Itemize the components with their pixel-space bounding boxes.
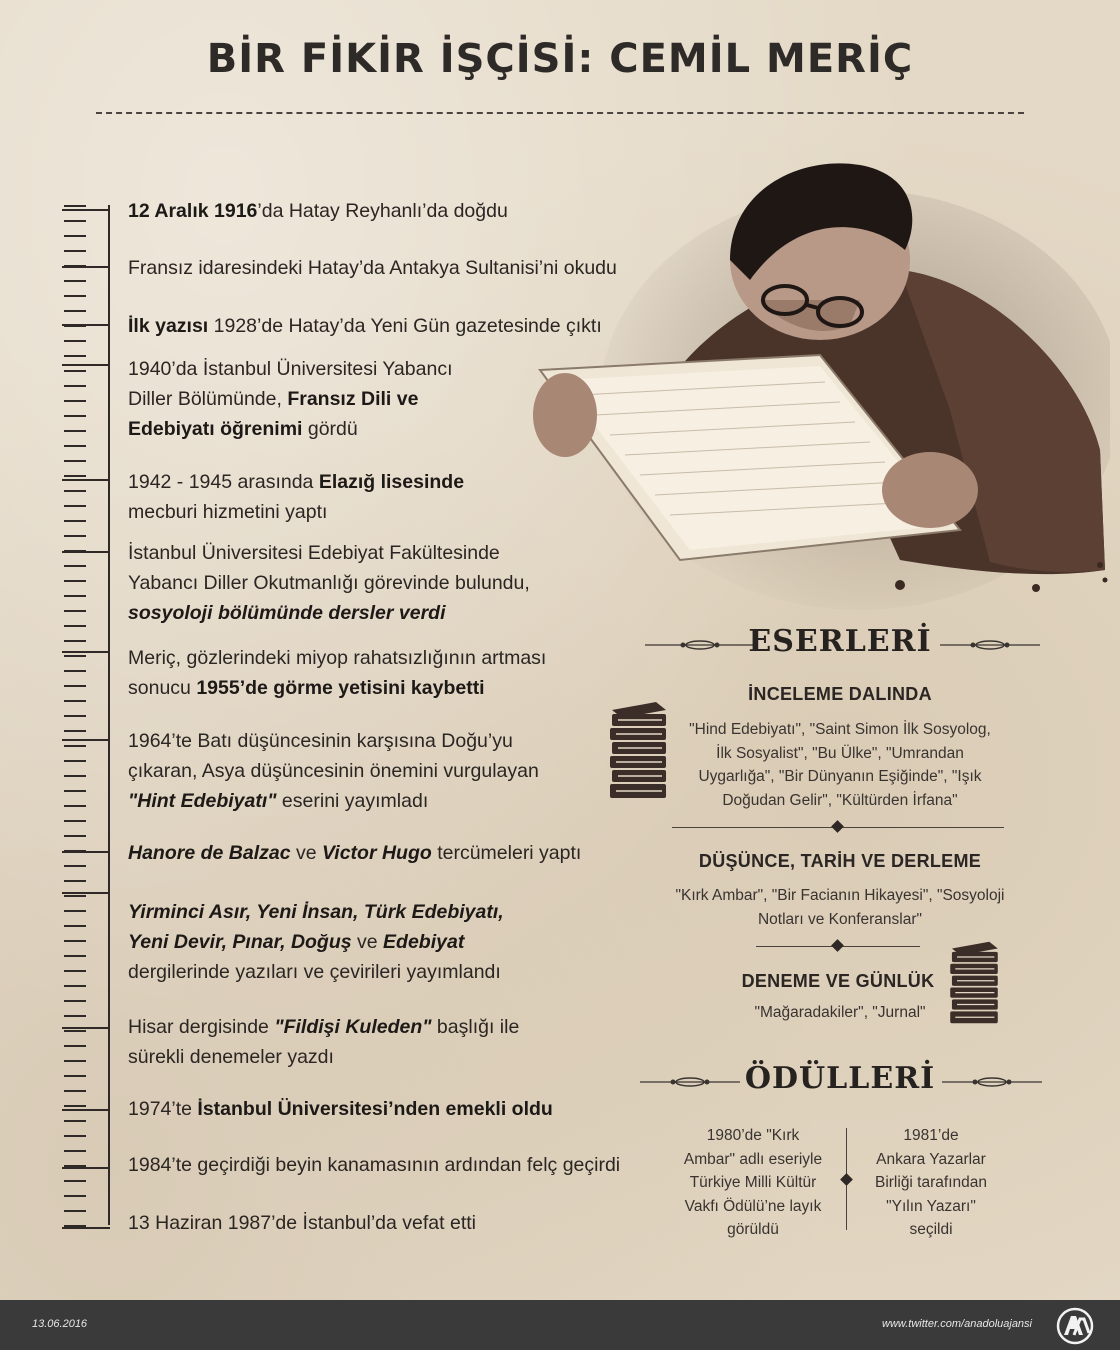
timeline-entry-10 (128, 897, 548, 987)
ruler-major-tick (62, 1167, 110, 1169)
timeline-entry-7 (128, 643, 568, 703)
ruler-major-tick (62, 551, 110, 553)
ruler-tick (64, 310, 86, 312)
timeline-entry-9 (128, 838, 628, 868)
ruler-major-tick (62, 892, 110, 894)
ruler-tick (64, 985, 86, 987)
works-line: "Mağaradakiler", "Jurnal" (754, 1004, 926, 1021)
ruler-tick (64, 355, 86, 357)
ruler-tick (64, 565, 86, 567)
ruler-tick (64, 1195, 86, 1197)
inceleme-heading: İNCELEME DALINDA (748, 684, 932, 704)
timeline-entry-4 (128, 354, 458, 444)
ruler-tick (64, 1000, 86, 1002)
works-heading: ESERLERİ (748, 624, 932, 659)
entry-text: gördü (302, 418, 358, 440)
ornament-right (940, 638, 1040, 652)
ruler-tick (64, 790, 86, 792)
entry-bold-italic: Edebiyat (383, 931, 465, 953)
ruler-tick (64, 295, 86, 297)
ruler-tick (64, 415, 86, 417)
ruler-tick (64, 940, 86, 942)
ruler-major-tick (62, 1027, 110, 1029)
ruler-tick (64, 580, 86, 582)
entry-text: 1928’de Hatay’da Yeni Gün gazetesinde çıktı (208, 315, 602, 337)
ruler-tick (64, 820, 86, 822)
ruler-tick (64, 910, 86, 912)
entry-bold-italic: Victor Hugo (322, 842, 432, 864)
ruler-tick (64, 1045, 86, 1047)
ornament-right (942, 1075, 1042, 1089)
award-line: görüldü (727, 1221, 779, 1238)
ruler-tick (64, 475, 86, 477)
ruler-tick (64, 670, 86, 672)
entry-bold-italic: "Hint Edebiyatı" (128, 790, 277, 812)
entry-text: Fransız idaresindeki Hatay’da Antakya Sultanisi’ni okudu (128, 257, 617, 279)
entry-text: 1974’te (128, 1098, 198, 1120)
entry-text: dergilerinde yazıları ve çevirileri yayımlandı (128, 961, 501, 983)
ruler-tick (64, 760, 86, 762)
entry-bold: 1955’de görme yetisini kaybetti (196, 677, 485, 699)
timeline-entry-13 (128, 1150, 628, 1180)
timeline-entry-5 (128, 467, 468, 527)
ruler-major-tick (62, 1109, 110, 1111)
ruler-major-tick (62, 651, 110, 653)
works-line: "Kırk Ambar", "Bir Facianın Hikayesi", "Sosyoloji (675, 887, 1005, 904)
ruler-tick (64, 1075, 86, 1077)
ruler-tick (64, 925, 86, 927)
entry-bold: Elazığ lisesinde (318, 471, 465, 493)
ruler-tick (64, 610, 86, 612)
ruler-tick (64, 535, 86, 537)
works-line: "Hind Edebiyatı", "Saint Simon İlk Sosyolog, (689, 721, 991, 738)
timeline-entry-8 (128, 726, 548, 816)
ruler-tick (64, 640, 86, 642)
entry-bold: Fransız Dili ve Edebiyatı öğrenimi (128, 388, 419, 440)
ruler-major-tick (62, 209, 110, 211)
entry-text: 13 Haziran 1987’de İstanbul’da vefat etti (128, 1212, 476, 1234)
ruler-tick (64, 385, 86, 387)
ruler-tick (64, 520, 86, 522)
ruler-tick (64, 700, 86, 702)
footer-bar (0, 1300, 1120, 1350)
ruler-tick (64, 1015, 86, 1017)
birth-date: 12 Aralık 1916 (128, 200, 258, 222)
timeline-entry-14 (128, 1208, 628, 1238)
award-line: "Yılın Yazarı" (886, 1197, 976, 1215)
ruler-major-tick (62, 266, 110, 268)
entry-text: Meriç, gözlerindeki miyop rahatsızlığının artması sonucu (128, 647, 547, 699)
portrait-photo (520, 150, 1110, 610)
works-line: Doğudan Gelir", "Kültürden İrfana" (722, 791, 958, 809)
agency-logo-icon (1056, 1307, 1094, 1345)
inceleme-works (660, 718, 1020, 812)
ruler-tick (64, 205, 86, 207)
ruler-tick (64, 595, 86, 597)
entry-text: Hisar dergisinde (128, 1016, 275, 1038)
works-line: Uygarlığa", "Bir Dünyanın Eşiğinde", "Işık (698, 768, 982, 785)
ruler-tick (64, 895, 86, 897)
entry-bold-italic: Hanore de Balzac (128, 842, 291, 864)
ruler-tick (64, 880, 86, 882)
ruler-tick (64, 625, 86, 627)
ruler-tick (64, 1150, 86, 1152)
ruler-tick (64, 1105, 86, 1107)
books-stack-icon (946, 940, 1002, 1030)
entry-text: mecburi hizmetini yaptı (128, 501, 328, 523)
award-line: Ankara Yazarlar (876, 1150, 986, 1168)
award-line: 1981’de (903, 1127, 959, 1144)
title-divider (96, 112, 1024, 114)
ruler-tick (64, 280, 86, 282)
page-title: BİR FİKİR İŞÇİSİ: CEMİL MERİÇ (206, 36, 914, 82)
entry-text: tercümeleri yaptı (431, 842, 582, 864)
timeline-entry-6 (128, 538, 548, 628)
ruler-tick (64, 715, 86, 717)
ruler-tick (64, 220, 86, 222)
ruler-tick (64, 430, 86, 432)
award-line: Türkiye Milli Kültür (689, 1174, 817, 1191)
ruler-tick (64, 250, 86, 252)
award-line: Ambar" adlı eseriyle (683, 1150, 823, 1168)
entry-text: eserini yayımladı (276, 790, 429, 812)
award-line: Vakfı Ödülü’ne layık (684, 1197, 822, 1215)
award-1980 (668, 1124, 838, 1242)
entry-text: 1940’da İstanbul Üniversitesi Yabancı Diller Bölümünde, (128, 358, 453, 410)
entry-bold-italic: sosyoloji bölümünde dersler verdi (128, 602, 446, 624)
ruler-tick (64, 655, 86, 657)
works-line: Notları ve Konferanslar" (757, 910, 923, 928)
ruler-major-tick (62, 739, 110, 741)
ruler-tick (64, 460, 86, 462)
dusunce-heading: DÜŞÜNCE, TARİH VE DERLEME (698, 851, 982, 871)
entry-text: ’da Hatay Reyhanlı’da doğdu (257, 200, 508, 222)
award-line: seçildi (909, 1221, 953, 1238)
ruler-tick (64, 235, 86, 237)
ruler-tick (64, 730, 86, 732)
timeline-entry-12 (128, 1094, 628, 1124)
deneme-heading: DENEME VE GÜNLÜK (741, 971, 935, 991)
entry-text: ve (351, 931, 384, 953)
ruler-major-tick (62, 324, 110, 326)
timeline-ruler (108, 205, 110, 1225)
ruler-tick (64, 1210, 86, 1212)
entry-bold-italic: Yirminci Asır, Yeni İnsan, Türk Edebiyatı, Yeni Devir, Pınar, Doğuş (128, 901, 504, 953)
entry-bold: İlk yazısı (128, 315, 209, 337)
ruler-tick (64, 955, 86, 957)
entry-text: 1964’te Batı düşüncesinin karşısına Doğu’yu çıkaran, Asya düşüncesinin önemini vurgulayan (128, 730, 539, 782)
ruler-tick (64, 1135, 86, 1137)
timeline-entry-11 (128, 1012, 528, 1072)
award-line: 1980’de "Kırk (706, 1127, 800, 1144)
entry-bold: İstanbul Üniversitesi’nden emekli oldu (197, 1098, 553, 1120)
entry-text: ve (290, 842, 322, 864)
ruler-tick (64, 400, 86, 402)
ruler-tick (64, 1180, 86, 1182)
ruler-major-tick (62, 364, 110, 366)
ruler-tick (64, 340, 86, 342)
ruler-tick (64, 745, 86, 747)
ruler-tick (64, 775, 86, 777)
dusunce-works (660, 884, 1020, 931)
ruler-tick (64, 445, 86, 447)
ruler-tick (64, 505, 86, 507)
entry-text: 1984’te geçirdiği beyin kanamasının ardından felç geçirdi (128, 1154, 621, 1176)
publish-date: 13.06.2016 (32, 1318, 88, 1330)
works-line: İlk Sosyalist", "Bu Ülke", "Umrandan (716, 744, 964, 762)
ruler-tick (64, 1060, 86, 1062)
ruler-tick (64, 370, 86, 372)
twitter-link[interactable]: www.twitter.com/anadoluajansi (882, 1318, 1032, 1330)
entry-bold-italic: "Fildişi Kuleden" (274, 1016, 432, 1038)
ruler-tick (64, 490, 86, 492)
awards-heading: ÖDÜLLERİ (744, 1061, 936, 1096)
ruler-tick (64, 1030, 86, 1032)
ruler-tick (64, 805, 86, 807)
entry-text: başlığı ile sürekli denemeler yazdı (128, 1016, 520, 1068)
ruler-tick (64, 685, 86, 687)
entry-text: 1942 - 1945 arasında (128, 471, 319, 493)
ruler-tick (64, 970, 86, 972)
ruler-tick (64, 835, 86, 837)
award-1981 (846, 1124, 1016, 1242)
ruler-major-tick (62, 479, 110, 481)
ruler-tick (64, 1090, 86, 1092)
ruler-major-tick (62, 1227, 110, 1229)
ruler-tick (64, 1120, 86, 1122)
ruler-tick (64, 865, 86, 867)
books-stack-icon (606, 700, 670, 806)
award-line: Birliği tarafından (874, 1174, 987, 1191)
entry-text: İstanbul Üniversitesi Edebiyat Fakültesinde Yabancı Diller Okutmanlığı görevinde bulundu, (128, 542, 530, 594)
ruler-major-tick (62, 851, 110, 853)
